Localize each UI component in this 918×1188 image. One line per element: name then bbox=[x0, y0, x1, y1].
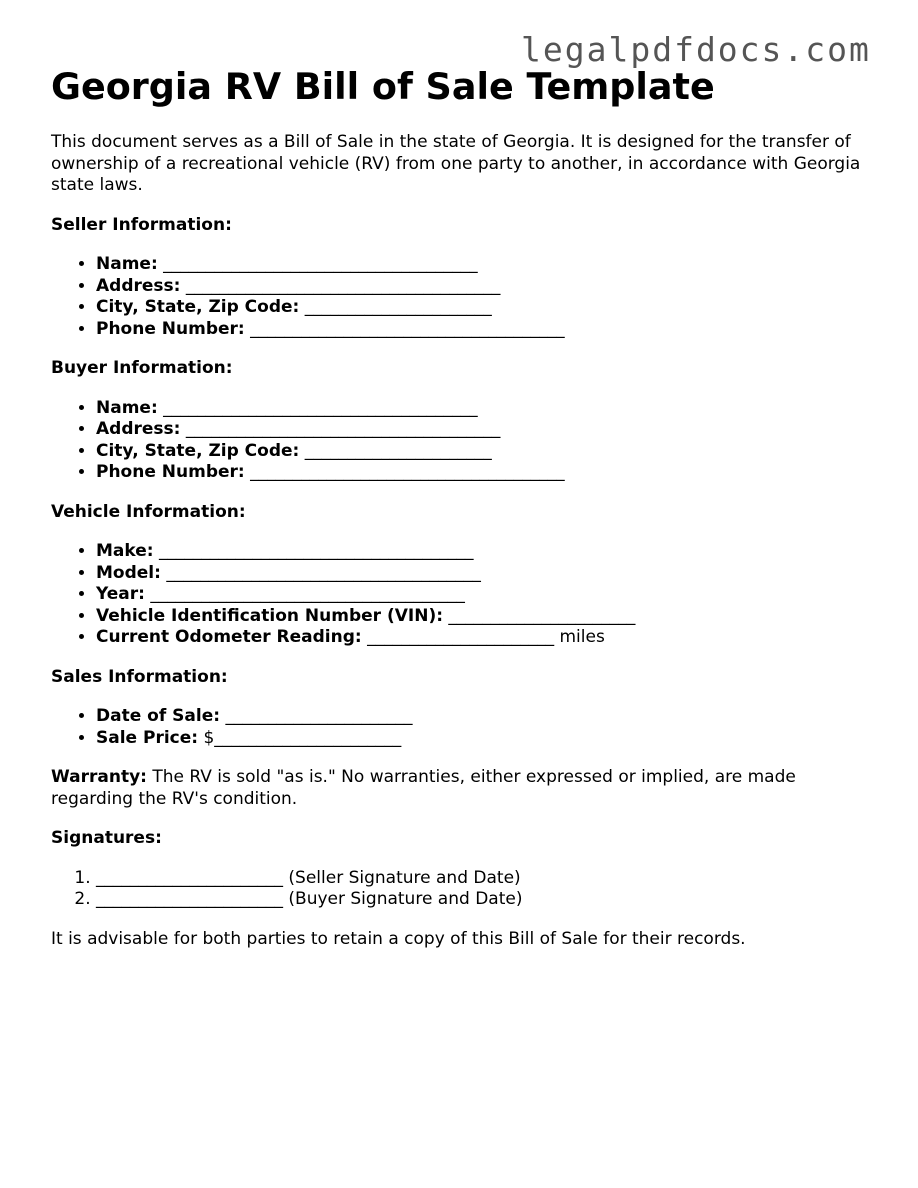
buyer-field-list bbox=[51, 398, 871, 484]
field-blank: $______________________ bbox=[203, 727, 402, 748]
vehicle-model-field bbox=[96, 563, 871, 585]
sales-heading: Sales Information: bbox=[51, 666, 228, 687]
field-blank: _____________________________________ bbox=[150, 584, 465, 604]
field-blank: _____________________________________ bbox=[185, 419, 501, 439]
warranty-text: The RV is sold "as is." No warranties, either expressed or implied, are made regarding the RV's condition. bbox=[51, 767, 796, 809]
field-blank: _____________________________________ bbox=[163, 397, 478, 418]
seller-field-list bbox=[51, 254, 871, 340]
buyer-city-state-zip-field bbox=[96, 441, 871, 463]
vehicle-odometer-field bbox=[96, 627, 871, 649]
signature-blank: ______________________ bbox=[96, 889, 283, 909]
field-blank: ______________________ bbox=[367, 627, 555, 647]
field-label: City, State, Zip Code: bbox=[96, 440, 300, 461]
vehicle-field-list bbox=[51, 541, 871, 649]
signature-blank: ______________________ bbox=[96, 867, 283, 888]
field-label: Current Odometer Reading: bbox=[96, 627, 362, 647]
signature-caption: (Buyer Signature and Date) bbox=[288, 889, 523, 909]
field-blank: _____________________________________ bbox=[163, 254, 478, 274]
field-label: Sale Price: bbox=[96, 727, 199, 748]
closing-paragraph: It is advisable for both parties to retain a copy of this Bill of Sale for their records. bbox=[51, 928, 746, 949]
signatures-heading: Signatures: bbox=[51, 828, 162, 848]
watermark: legalpdfdocs.com bbox=[521, 30, 871, 69]
sale-date-field bbox=[96, 706, 871, 728]
signature-caption: (Seller Signature and Date) bbox=[288, 867, 521, 888]
sale-price-field bbox=[96, 728, 871, 750]
vehicle-vin-field bbox=[96, 606, 871, 628]
field-label: Address: bbox=[96, 419, 181, 439]
buyer-address-field bbox=[96, 419, 871, 441]
page-title: Georgia RV Bill of Sale Template bbox=[51, 65, 715, 108]
vehicle-year-field bbox=[96, 584, 871, 606]
warranty-label: Warranty: bbox=[51, 767, 147, 787]
field-label: Phone Number: bbox=[96, 462, 245, 482]
field-blank: ______________________ bbox=[304, 297, 492, 317]
field-label: Name: bbox=[96, 254, 158, 274]
field-blank: _____________________________________ bbox=[250, 462, 565, 482]
seller-city-state-zip-field bbox=[96, 297, 871, 319]
seller-heading: Seller Information: bbox=[51, 214, 232, 235]
field-label: Name: bbox=[96, 397, 158, 418]
field-label: Date of Sale: bbox=[96, 706, 221, 726]
field-label: Phone Number: bbox=[96, 318, 245, 339]
seller-signature-line bbox=[96, 868, 871, 890]
warranty-paragraph bbox=[51, 767, 871, 810]
field-label: Make: bbox=[96, 541, 154, 561]
buyer-heading: Buyer Information: bbox=[51, 358, 233, 378]
document bbox=[51, 62, 871, 950]
seller-name-field bbox=[96, 254, 871, 276]
signature-list bbox=[51, 868, 871, 911]
buyer-signature-line bbox=[96, 889, 871, 911]
buyer-name-field bbox=[96, 398, 871, 420]
vehicle-make-field bbox=[96, 541, 871, 563]
field-label: Year: bbox=[96, 584, 145, 604]
field-label: City, State, Zip Code: bbox=[96, 297, 300, 317]
seller-address-field bbox=[96, 276, 871, 298]
field-blank: _____________________________________ bbox=[166, 562, 481, 583]
field-label: Vehicle Identification Number (VIN): bbox=[96, 605, 444, 626]
seller-phone-field bbox=[96, 319, 871, 341]
field-blank: _____________________________________ bbox=[158, 541, 474, 561]
field-blank: ______________________ bbox=[448, 605, 636, 626]
field-label: Address: bbox=[96, 275, 181, 296]
intro-paragraph: This document serves as a Bill of Sale in the state of Georgia. It is designed for the transfer of ownership of a recreational vehicle (RV) from one party to another, in accordance with Georgia state laws. bbox=[51, 132, 861, 195]
vehicle-heading: Vehicle Information: bbox=[51, 501, 246, 522]
field-blank: ______________________ bbox=[304, 440, 492, 461]
sales-field-list bbox=[51, 706, 871, 749]
odometer-unit: miles bbox=[559, 627, 605, 647]
field-blank: _____________________________________ bbox=[185, 275, 501, 296]
field-blank: _____________________________________ bbox=[250, 318, 565, 339]
field-blank: ______________________ bbox=[225, 706, 413, 726]
field-label: Model: bbox=[96, 562, 161, 583]
buyer-phone-field bbox=[96, 462, 871, 484]
